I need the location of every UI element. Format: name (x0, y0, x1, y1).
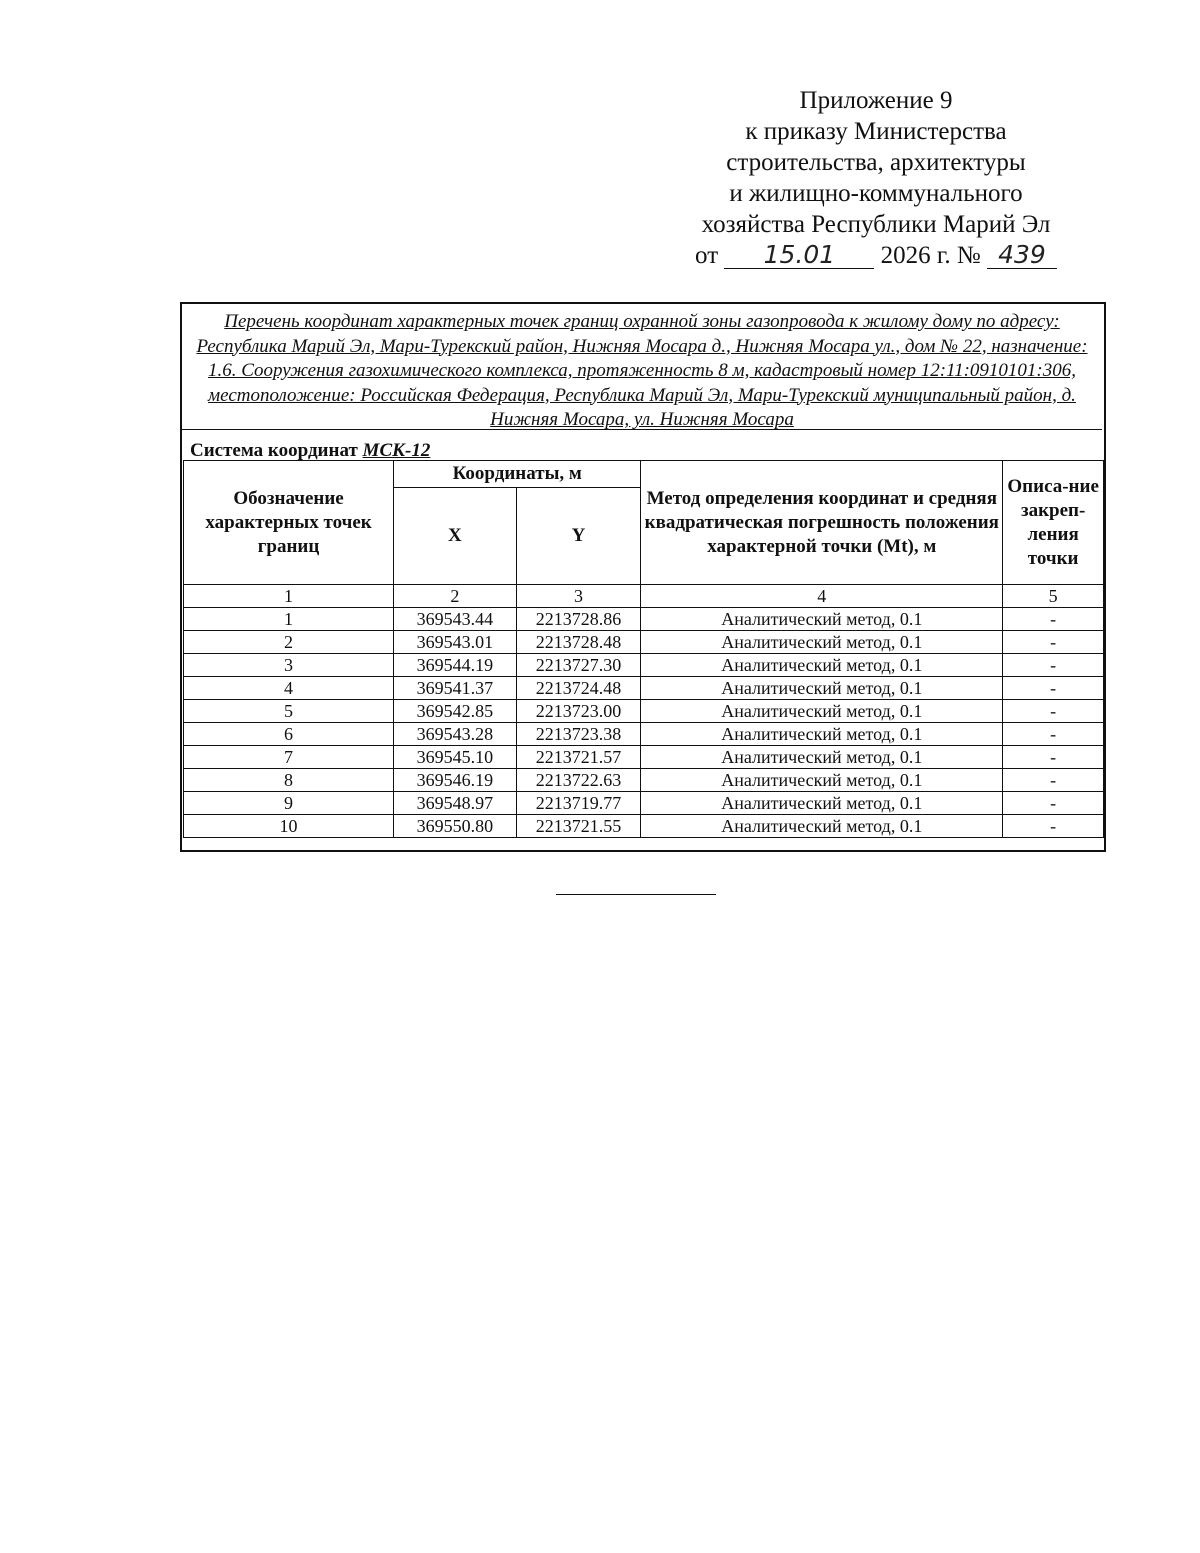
method: Аналитический метод, 0.1 (641, 769, 1003, 792)
description: - (1003, 700, 1104, 723)
description: - (1003, 608, 1104, 631)
table-row (184, 815, 1104, 838)
header-point-designation: Обозначение характерных точек границ (184, 461, 394, 585)
order-date-line (676, 240, 1076, 271)
point-number: 1 (184, 608, 394, 631)
column-index: 3 (516, 585, 641, 608)
table-row (184, 792, 1104, 815)
table-row (184, 608, 1104, 631)
header-point-description: Описа-ние закреп-ления точки (1003, 461, 1104, 585)
handwritten-date: 15.01 (724, 242, 874, 269)
description: - (1003, 677, 1104, 700)
coord-x: 369543.44 (394, 608, 517, 631)
header-method: Метод определения координат и средняя квадратическая погрешность положения характерной точки (Mt), м (641, 461, 1003, 585)
coord-y: 2213723.00 (516, 700, 641, 723)
header-line: хозяйства Республики Марий Эл (701, 211, 1051, 238)
point-number: 3 (184, 654, 394, 677)
table-row (184, 700, 1104, 723)
method: Аналитический метод, 0.1 (641, 608, 1003, 631)
coord-system-code: МСК-12 (362, 440, 431, 461)
point-number: 5 (184, 700, 394, 723)
year-text: 2026 г. № (880, 242, 981, 269)
coord-y: 2213723.38 (516, 723, 641, 746)
table-row (184, 746, 1104, 769)
coordinates-table (183, 460, 1104, 838)
point-number: 9 (184, 792, 394, 815)
coord-y: 2213721.55 (516, 815, 641, 838)
table-row (184, 677, 1104, 700)
coord-x: 369545.10 (394, 746, 517, 769)
method: Аналитический метод, 0.1 (641, 631, 1003, 654)
appendix-header (676, 85, 1076, 271)
coord-x: 369542.85 (394, 700, 517, 723)
method: Аналитический метод, 0.1 (641, 815, 1003, 838)
point-number: 7 (184, 746, 394, 769)
description: - (1003, 769, 1104, 792)
coord-x: 369544.19 (394, 654, 517, 677)
description: - (1003, 654, 1104, 677)
method: Аналитический метод, 0.1 (641, 677, 1003, 700)
column-index: 2 (394, 585, 517, 608)
header-line: Приложение 9 (799, 87, 953, 114)
coord-y: 2213721.57 (516, 746, 641, 769)
document-subject: Перечень координат характерных точек границ охранной зоны газопровода к жилому дому по адресу: Республика Марий Эл, Мари-Турекский район, Нижняя Мосара д., Нижняя Мосара ул., дом № 22, назначение: 1.6. Сооружения газохимического комплекса, протяженность 8 м, кадастровый номер 12:11:0910101:306, местоположение: Российская Федерация, Республика Марий Эл, Мари-Турекский муниципальный район, д. Нижняя Мосара, ул. Нижняя Мосара (182, 306, 1102, 430)
column-index: 5 (1003, 585, 1104, 608)
point-number: 4 (184, 677, 394, 700)
coord-x: 369543.01 (394, 631, 517, 654)
point-number: 8 (184, 769, 394, 792)
coord-x: 369546.19 (394, 769, 517, 792)
coord-y: 2213728.86 (516, 608, 641, 631)
coord-y: 2213727.30 (516, 654, 641, 677)
header-coordinates: Координаты, м (394, 461, 641, 488)
method: Аналитический метод, 0.1 (641, 654, 1003, 677)
method: Аналитический метод, 0.1 (641, 792, 1003, 815)
table-row (184, 723, 1104, 746)
footer-rule (556, 894, 716, 895)
header-y: Y (516, 488, 641, 585)
method: Аналитический метод, 0.1 (641, 723, 1003, 746)
table-row (184, 654, 1104, 677)
column-index-row (184, 585, 1104, 608)
header-line: и жилищно-коммунального (729, 180, 1023, 207)
method: Аналитический метод, 0.1 (641, 700, 1003, 723)
description: - (1003, 815, 1104, 838)
point-number: 10 (184, 815, 394, 838)
coord-x: 369541.37 (394, 677, 517, 700)
coordinate-system (190, 440, 430, 462)
point-number: 2 (184, 631, 394, 654)
column-index: 4 (641, 585, 1003, 608)
point-number: 6 (184, 723, 394, 746)
column-index: 1 (184, 585, 394, 608)
date-prefix: от (695, 242, 719, 269)
header-line: к приказу Министерства (745, 118, 1007, 145)
coord-x: 369548.97 (394, 792, 517, 815)
header-x: X (394, 488, 517, 585)
header-line: строительства, архитектуры (726, 149, 1026, 176)
table-row (184, 631, 1104, 654)
coord-y: 2213719.77 (516, 792, 641, 815)
coord-y: 2213724.48 (516, 677, 641, 700)
description: - (1003, 746, 1104, 769)
coord-y: 2213722.63 (516, 769, 641, 792)
description: - (1003, 792, 1104, 815)
coord-y: 2213728.48 (516, 631, 641, 654)
coord-x: 369543.28 (394, 723, 517, 746)
description: - (1003, 631, 1104, 654)
coord-system-label: Система координат (190, 440, 358, 461)
method: Аналитический метод, 0.1 (641, 746, 1003, 769)
table-row (184, 769, 1104, 792)
coord-x: 369550.80 (394, 815, 517, 838)
description: - (1003, 723, 1104, 746)
handwritten-order-number: 439 (987, 242, 1057, 269)
